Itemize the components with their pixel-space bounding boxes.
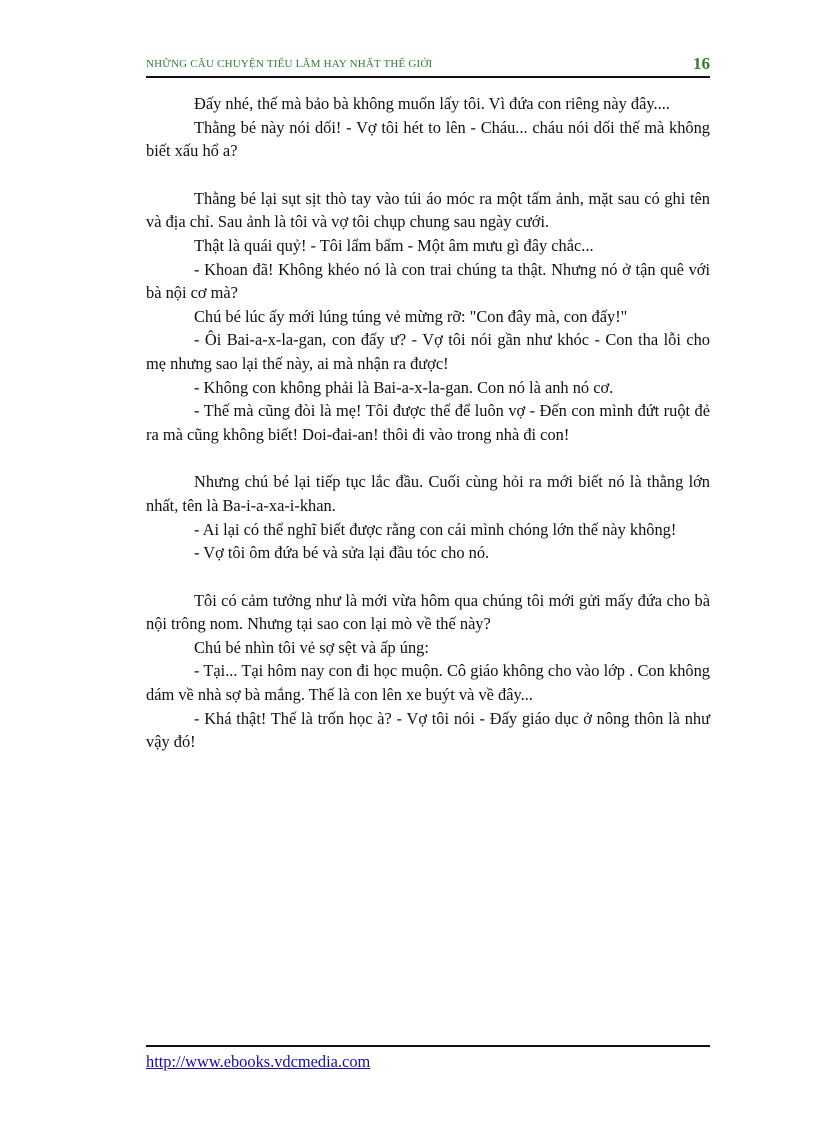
paragraph: Thằng bé này nói dối! - Vợ tôi hét to lên - Cháu... cháu nói dối thế mà không biết xấu hổ a? — [146, 117, 710, 161]
paragraph-gap — [146, 163, 710, 187]
body-text — [146, 92, 710, 754]
paragraph: Nhưng chú bé lại tiếp tục lắc đầu. Cuối cùng hỏi ra mới biết nó là thằng lớn nhất, tên là Ba-i-a-xa-i-khan. — [146, 472, 710, 515]
running-title: NHỮNG CÂU CHUYỆN TIẾU LÂM HAY NHẤT THẾ GIỚI — [146, 58, 433, 70]
paragraph: - Không con không phải là Bai-a-x-la-gan. Con nó là anh nó cơ. — [194, 377, 614, 397]
page-header — [146, 54, 710, 76]
paragraph: - Thế mà cũng đòi là mẹ! Tôi được thể để luôn vợ - Đến con mình đứt ruột đẻ ra mà cũng không biết! Doi-đai-an! thôi đi vào trong nhà đi con! — [146, 401, 710, 444]
paragraph: - Khoan đã! Không khéo nó là con trai chúng ta thật. Nhưng nó ở tận quê với bà nội cơ mà? — [146, 259, 710, 303]
header-divider — [146, 76, 710, 78]
paragraph: Tôi có cảm tưởng như là mới vừa hôm qua chúng tôi mới gửi mấy đứa cho bà nội trông nom. Nhưng tại sao con lại mò về thế này? — [146, 590, 710, 634]
paragraph: Đấy nhé, thế mà bảo bà không muốn lấy tôi. Vì đứa con riêng này đây.... — [194, 94, 670, 113]
paragraph-gap — [146, 446, 710, 470]
paragraph: - Ai lại có thể nghĩ biết được rằng con cái mình chóng lớn thế này không! — [194, 519, 677, 539]
paragraph: Thằng bé lại sụt sịt thò tay vào túi áo móc ra một tấm ảnh, mặt sau có ghi tên và địa chỉ. Sau ảnh là tôi và vợ tôi chụp chung sau ngày cưới. — [146, 188, 710, 232]
paragraph: - Khá thật! Thế là trốn học à? - Vợ tôi nói - Đấy giáo dục ở nông thôn là như vậy đó! — [146, 708, 710, 752]
paragraph: - Vợ tôi ôm đứa bé và sửa lại đầu tóc cho nó. — [194, 543, 490, 563]
paragraph: - Ôi Bai-a-x-la-gan, con đấy ư? - Vợ tôi nói gần như khóc - Con tha lỗi cho mẹ nhưng sao lại thế này, ai mà nhận ra được! — [146, 330, 710, 373]
paragraph: Thật là quái quỷ! - Tôi lẩm bẩm - Một âm mưu gì đây chắc... — [194, 235, 594, 255]
footer-website-link[interactable]: http://www.ebooks.vdcmedia.com — [146, 1052, 371, 1071]
paragraph: - Tại... Tại hôm nay con đi học muộn. Cô giáo không cho vào lớp . Con không dám về nhà sợ bà mắng. Thế là con lên xe buýt và về đây... — [146, 661, 710, 705]
paragraph: Chú bé lúc ấy mới lúng túng vẻ mừng rỡ: "Con đây mà, con đấy!" — [194, 306, 628, 326]
paragraph: Chú bé nhìn tôi vẻ sợ sệt và ấp úng: — [194, 637, 429, 657]
footer-divider — [146, 1045, 710, 1047]
page-number: 16 — [693, 54, 710, 73]
paragraph-gap — [146, 565, 710, 589]
